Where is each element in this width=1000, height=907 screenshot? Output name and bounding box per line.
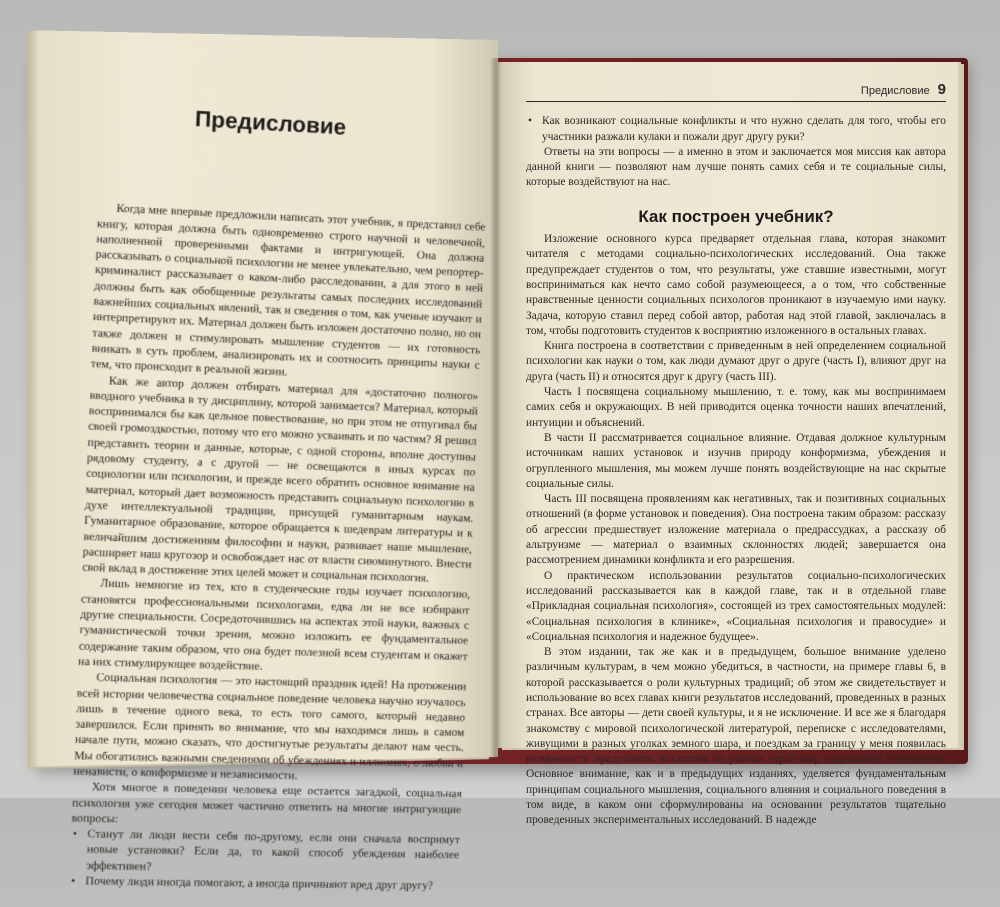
paragraph: Часть I посвящена социальному мышлению, т. е. тому, как мы воспринимаем самих себя и окружающих. В ней приводится оценка точности наших впечатлений, интуиции и объяснений. [526, 386, 946, 429]
right-page-text [526, 82, 946, 829]
left-page-text [68, 105, 489, 894]
running-header-title: Предисловие [860, 85, 930, 97]
paragraph: Книга построена в соответствии с приведенным в ней определением социальной психологии как науки о том, как люди думают друг о друге (часть I), влияют друг на друга (часть II) и относятся друг к другу (часть III). [526, 340, 946, 383]
page-number: 9 [937, 81, 946, 98]
paragraph: Как же автор должен отбирать материал для «достаточно полного» вводного учебника в ту дисциплину, которой занимается? Материал, который воспринимался бы как цельное повествование, но при этом не отпугивал бы своей громоздкостью, потому что его можно усваивать и по частям? Я решил представить теории и данные, которые, с одной стороны, вполне доступны рядовому студенту, а с другой — не освещаются в иных курсах по социологии или психологии, и прежде всего обратить основное внимание на материал, который дает возможность представить социальную психологию в духе интеллектуальной традиции, присущей гуманитарным наукам. Гуманитарное образование, которое обращается к шедеврам литературы и к величайшим достижениям философии и науки, развивает наше мышление, расширяет наш кругозор и освобождает нас от власти сиюминутного. Внести свой вклад в достижение этих целей может и социальная психология. [81, 374, 479, 585]
paragraph: В части II рассматривается социальное влияние. Отдавая должное культурным источникам наших установок и изучив природу конформизма, убеждения и огрупленного мышления, мы можем лучше понять воздействующие на нас скрытые социальные силы. [526, 431, 946, 490]
paragraph: Хотя многое в поведении человека еще остается загадкой, социальная психология уже сегодня может частично ответить на многие интригующие вопросы: [71, 781, 463, 826]
paragraph: Лишь немногие из тех, кто в студенческие годы изучает психологию, становятся профессиональными психологами, едва ли не все избирают другие специальности. Сосредоточившись на аспектах этой науки, важных с гуманистической точки зрения, можно изложить ее фундаментальное содержание таким образом, что она будет полезной всем студентам и окажет на них стимулирующее воздействие. [77, 577, 471, 673]
bullet-item: • Почему люди иногда помогают, а иногда причиняют вред друг другу? [68, 874, 458, 895]
left-page [37, 30, 498, 893]
paragraph: Социальная психология — это настоящий праздник идей! На протяжении всей истории человечества социальное поведение человека научно изучалось лишь в течение одного века, то есть того самого, который недавно завершился. Если принять во внимание, что мы находимся лишь в самом начале пути, можно сказать, что достигнутые результаты делают нам честь. Мы обогатились важными сведениями об убеждениях и иллюзиях, о любви и ненависти, о конформизме и независимости. [73, 671, 467, 782]
right-page [496, 62, 958, 827]
running-header [526, 82, 946, 102]
paragraph: Когда мне впервые предложили написать этот учебник, я представил себе книгу, которая должна быть одновременно строго научной и человечной, наполненной проверенными фактами и интригующей. Она должна рассказывать о социальной психологии не менее увлекательно, чем репортер-криминалист рассказывает о каком-либо расследовании, а для этого в ней должны быть как обобщенные результаты самых последних исследований важнейших социальных явлений, так и сведения о том, как ученые изучают и интерпретируют их. Материал должен быть изложен достаточно полно, но он также должен и стимулировать мышление студентов — их готовность вникать в суть проблем, анализировать их и соотносить принципы науки с тем, что происходит в реальной жизни. [90, 202, 486, 379]
paragraph: О практическом использовании результатов социально-психологических исследований рассказывается как в каждой главе, так и в отдельной главе «Прикладная социальная психология», состоящей из трех самостоятельных модулей: «Социальная психология в клинике», «Социальная психология и правосудие» и «Социальная психология и надежное будущее». [526, 569, 946, 643]
bullet-item: • Как возникают социальные конфликты и что нужно сделать для того, чтобы его участники разжали кулаки и пожали друг другу руки? [526, 114, 946, 145]
paragraph: В этом издании, так же как и в предыдущем, большое внимание уделено различным культурам, в чем можно убедиться, в частности, на примере главы 6, в которой рассказывается о роли культурных традиций; об этом же свидетельствует и использование во всех главах книги результатов исследований, проведенных в разных странах. Все авторы — дети своей культуры, и я не исключение. И все же я благодаря знакомству с мировой психологической литературой, переписке с исследователями, живущими в разных уголках земного шара, и поездкам за границу у меня появилась возможность представить читателям из разных стран мир социальной психологии. Основное внимание, как и в предыдущих изданиях, уделяется фундаментальным принципам социального мышления, социального влияния и социального поведения в том виде, в каком они сформулированы на основании результатов тщательно проведенных экспериментальных исследований. В надежде [526, 646, 946, 827]
paragraph: Изложение основного курса предваряет отдельная глава, которая знакомит читателя с методами социально-психологических исследований. Она также предупреждает студентов о том, что результаты, уже ставшие известными, могут восприниматься как нечто само собой разумеющееся, а о том, что собственные нравственные ценности социальных психологов проникают в изучаемую ими науку. Задача, которую ставил перед собой автор, работая над этой главой, заключалась в том, чтобы подготовить студентов к восприятию изложенного в остальных главах. [526, 233, 946, 337]
section-title: Как построен учебник? [638, 206, 834, 226]
book-gutter [490, 58, 502, 758]
bullet-item: • Станут ли люди вести себя по-другому, если они сначала воспримут новые установки? Если да, то какой способ убеждения наиболее эффективен? [69, 827, 460, 879]
paragraph: Ответы на эти вопросы — а именно в этом и заключается моя миссия как автора данной книги — позволяют нам лучше понять самих себя и те социальные силы, которые воздействуют на нас. [526, 145, 946, 189]
paragraph: Часть III посвящена проявлениям как негативных, так и позитивных социальных отношений (в форме установок и поведения). Она построена таким образом: рассказу об агрессии предшествует изложение материала о предрассудках, а рассказу об альтруизме — материал о взаимных склонностях людей; завершается она рассмотрением динамики конфликта и его разрешения. [526, 493, 946, 567]
chapter-title: Предисловие [194, 105, 347, 140]
